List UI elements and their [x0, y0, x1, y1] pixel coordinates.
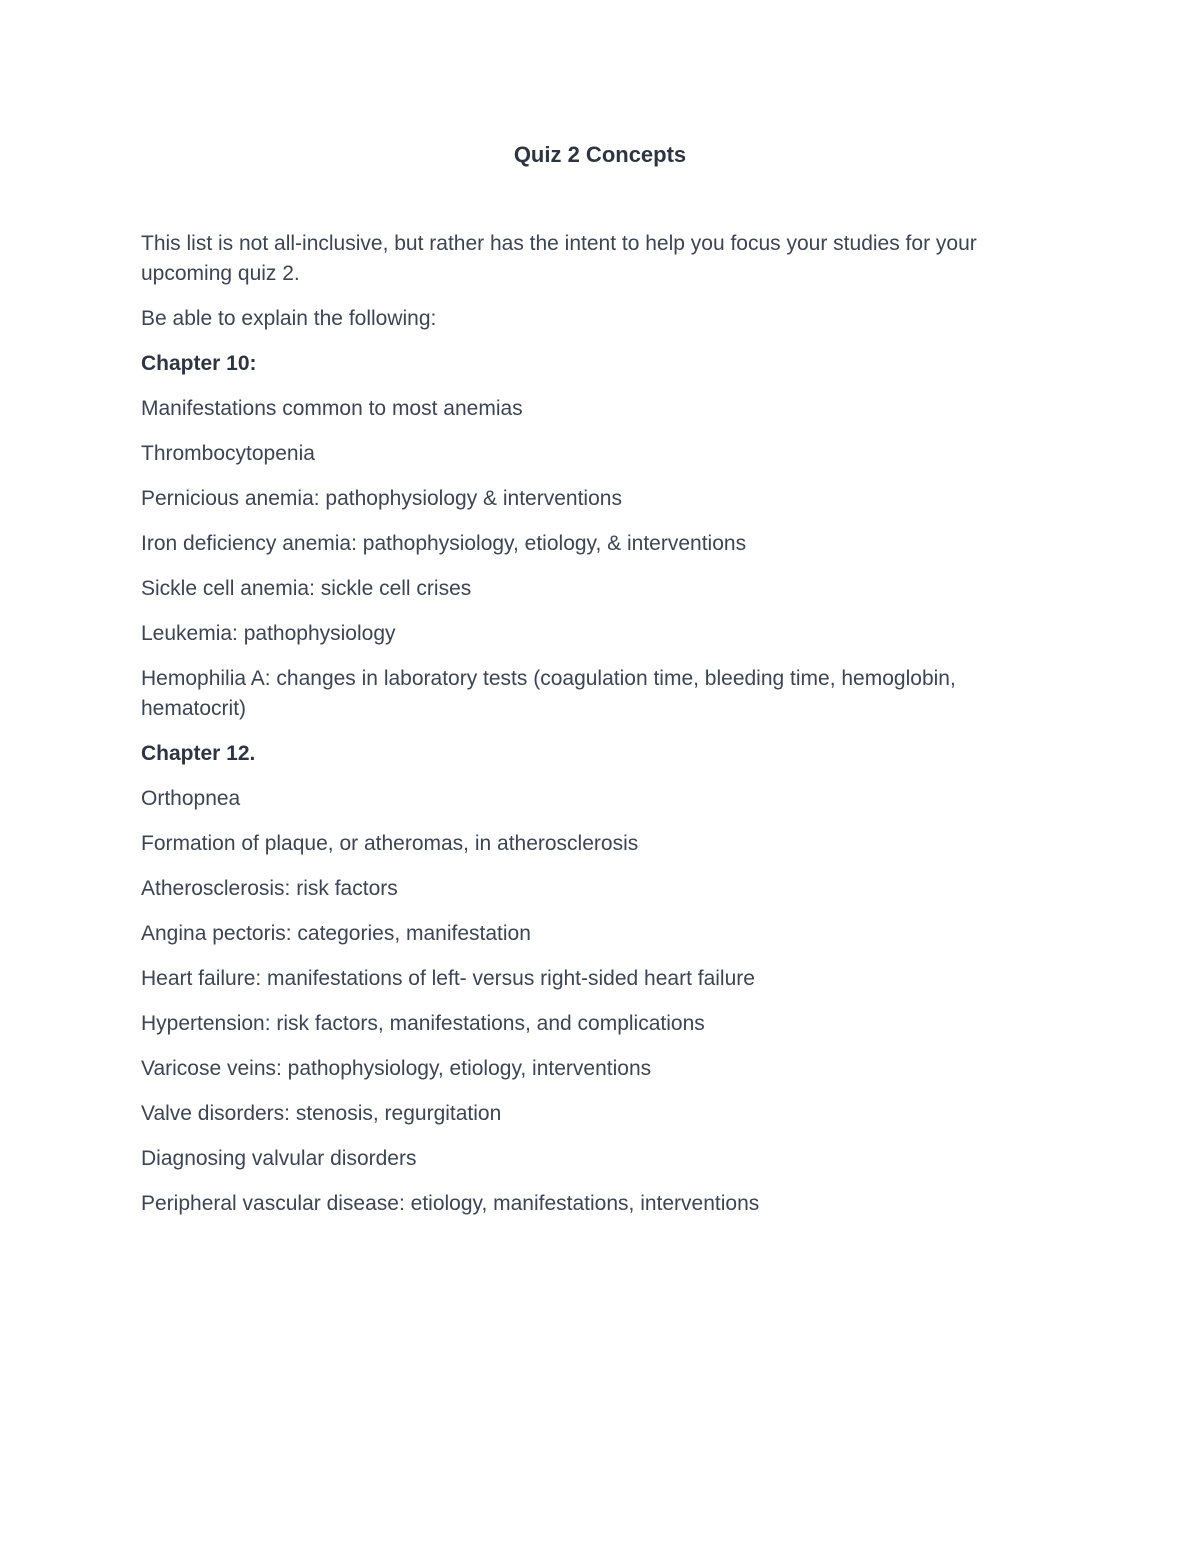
- list-item: Hemophilia A: changes in laboratory tests (coagulation time, bleeding time, hemoglobin, hematocrit): [141, 667, 956, 720]
- list-item: Varicose veins: pathophysiology, etiology, interventions: [141, 1057, 652, 1080]
- list-item: Heart failure: manifestations of left- versus right-sided heart failure: [141, 967, 755, 990]
- intro-paragraph: This list is not all-inclusive, but rather has the intent to help you focus your studies for your upcoming quiz 2.: [141, 232, 977, 285]
- document-title: Quiz 2 Concepts: [513, 142, 687, 167]
- concept-list: [141, 394, 1041, 724]
- list-item: Atherosclerosis: risk factors: [141, 877, 398, 900]
- section-chapter-12: [141, 739, 1041, 1219]
- list-item: Manifestations common to most anemias: [141, 397, 523, 420]
- list-item: Valve disorders: stenosis, regurgitation: [141, 1102, 502, 1125]
- concept-list: [141, 784, 1041, 1219]
- list-item: Thrombocytopenia: [141, 442, 315, 465]
- list-item: Angina pectoris: categories, manifestation: [141, 922, 531, 945]
- list-item: Formation of plaque, or atheromas, in atherosclerosis: [141, 832, 639, 855]
- list-item: Orthopnea: [141, 787, 241, 810]
- list-item: Sickle cell anemia: sickle cell crises: [141, 577, 472, 600]
- document-body: [141, 229, 1041, 1234]
- list-item: Diagnosing valvular disorders: [141, 1147, 417, 1170]
- instruction-paragraph: Be able to explain the following:: [141, 307, 437, 330]
- section-heading: Chapter 12.: [141, 742, 256, 765]
- list-item: Hypertension: risk factors, manifestations, and complications: [141, 1012, 705, 1035]
- list-item: Peripheral vascular disease: etiology, manifestations, interventions: [141, 1192, 760, 1215]
- section-heading: Chapter 10:: [141, 352, 257, 375]
- section-chapter-10: [141, 349, 1041, 724]
- list-item: Leukemia: pathophysiology: [141, 622, 396, 645]
- list-item: Pernicious anemia: pathophysiology & interventions: [141, 487, 622, 510]
- list-item: Iron deficiency anemia: pathophysiology, etiology, & interventions: [141, 532, 747, 555]
